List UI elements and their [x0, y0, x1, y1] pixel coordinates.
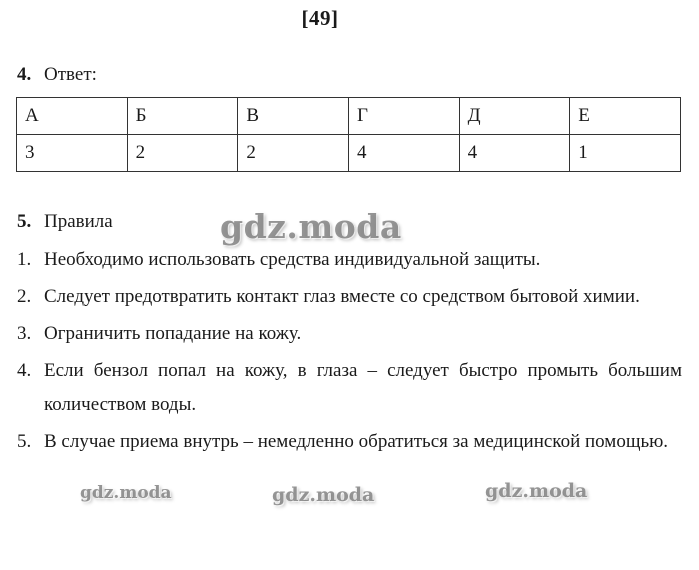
list-item [17, 317, 682, 351]
table-header-cell: Е [570, 98, 681, 135]
task-5-title: Правила [44, 211, 113, 232]
watermark: gdz.moda [272, 484, 375, 506]
table-header-cell: А [17, 98, 128, 135]
task-4-title: Ответ: [44, 64, 97, 85]
page-number: [49] [301, 6, 339, 30]
rule-number: 4. [17, 360, 32, 381]
task-5-number: 5. [17, 211, 32, 232]
table-header-cell: Г [348, 98, 459, 135]
rules-list [17, 243, 682, 462]
table-header-cell: Б [127, 98, 238, 135]
rule-number: 1. [17, 249, 32, 270]
answer-table [16, 97, 681, 172]
rule-text: В случае приема внутрь – немедленно обратиться за медицинской помощью. [44, 431, 669, 452]
watermark: gdz.moda [80, 483, 172, 503]
answer-table-header-row [17, 98, 681, 135]
list-item [17, 354, 682, 422]
table-value-cell: 2 [127, 135, 238, 172]
table-value-cell: 1 [570, 135, 681, 172]
task-5-heading [17, 211, 113, 233]
table-value-cell: 3 [17, 135, 128, 172]
rule-text: Необходимо использовать средства индивидуальной защиты. [44, 249, 541, 270]
list-item [17, 425, 682, 459]
table-value-cell: 4 [459, 135, 570, 172]
table-value-cell: 2 [238, 135, 349, 172]
list-item [17, 243, 682, 277]
watermark: gdz.moda [220, 207, 402, 246]
rule-number: 5. [17, 431, 32, 452]
answer-table-value-row [17, 135, 681, 172]
rule-text: Если бензол попал на кожу, в глаза – следует быстро промыть большим количеством воды. [44, 360, 682, 415]
rule-text: Следует предотвратить контакт глаз вместе со средством бытовой химии. [44, 286, 640, 307]
rule-number: 2. [17, 286, 32, 307]
task-4-heading [17, 64, 97, 86]
rule-number: 3. [17, 323, 32, 344]
rule-text: Ограничить попадание на кожу. [44, 323, 302, 344]
list-item [17, 280, 682, 314]
table-header-cell: Д [459, 98, 570, 135]
table-value-cell: 4 [348, 135, 459, 172]
table-header-cell: В [238, 98, 349, 135]
task-4-number: 4. [17, 64, 32, 85]
watermark: gdz.moda [485, 480, 588, 502]
